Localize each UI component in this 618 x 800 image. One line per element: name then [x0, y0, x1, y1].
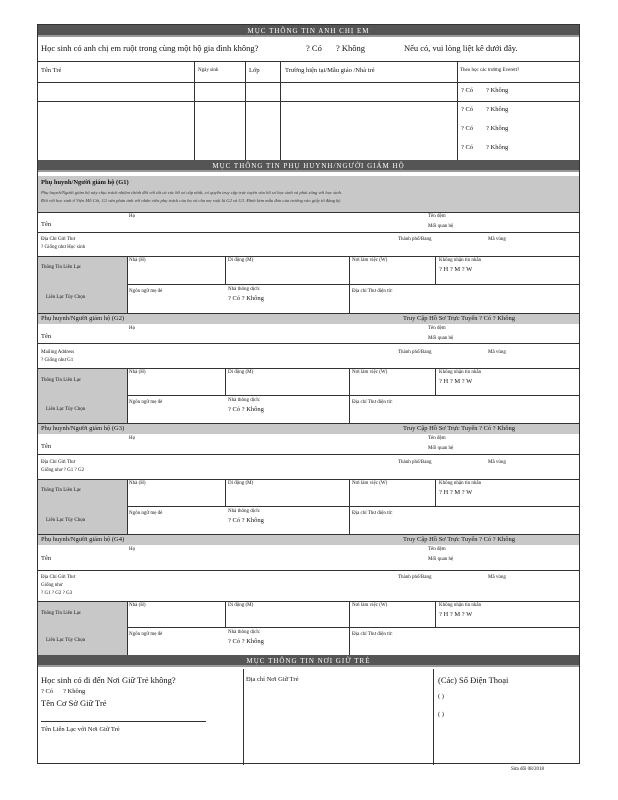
- g2-email-label: Địa chỉ Thư điện tử:: [352, 400, 393, 405]
- childcare-question: Học sinh có đi đến Nơi Giữ Trẻ không?: [41, 675, 176, 685]
- g3-relationship-label: Mối quan hệ: [428, 446, 454, 451]
- g4-work-label: Nơi làm việc (W): [352, 603, 388, 608]
- g4-online-access[interactable]: Truy Cập Hồ Sơ Trực Tuyến ? Có ? Không: [403, 536, 516, 543]
- g3-firstname-label: Tên: [41, 443, 52, 450]
- g2-lastname-label: Họ: [129, 326, 136, 331]
- g3-title: Phụ huynh/Người giám hộ (G3): [41, 425, 125, 432]
- g3-middlename-label: Tên đệm: [428, 436, 446, 441]
- g1-zip-label: Mã vùng: [488, 237, 506, 242]
- siblings-no-checkbox[interactable]: ? Không: [336, 43, 366, 53]
- g3-language-label: Ngôn ngữ mẹ đẻ: [129, 511, 163, 516]
- row1-no[interactable]: ? Không: [486, 87, 509, 94]
- childcare-facility-label: Tên Cơ Sở Giữ Trẻ: [41, 698, 107, 708]
- g1-interpreter-label: Nhà thông dịch:: [228, 287, 261, 292]
- col-grade: Lớp: [249, 67, 260, 74]
- row1-yes[interactable]: ? Có: [461, 87, 474, 94]
- g2-preferred-label: Không nhận tin nhắn: [439, 370, 482, 375]
- g4-middlename-label: Tên đệm: [428, 547, 446, 552]
- g1-language-label: Ngôn ngữ mẹ đẻ: [129, 289, 163, 294]
- siblings-section-header: MỤC THÔNG TIN ANH CHỊ EM: [38, 25, 579, 37]
- row4-no[interactable]: ? Không: [486, 144, 509, 151]
- g2-middlename-label: Tên đệm: [428, 326, 446, 331]
- g2-title: Phụ huynh/Người giám hộ (G2): [41, 315, 125, 322]
- g1-firstname-label: Tên: [41, 221, 52, 228]
- col-child-name: Tên Trẻ: [41, 67, 62, 74]
- col-everett: Theo học các trường Everett?: [460, 68, 520, 73]
- row3-no[interactable]: ? Không: [486, 125, 509, 132]
- childcare-contact-label: Tên Liên Lạc với Nơi Giữ Trẻ: [41, 726, 120, 733]
- g1-hmw-choice[interactable]: ? H ? M ? W: [439, 266, 473, 273]
- g4-contact-label: Thông Tin Liên Lạc: [41, 611, 82, 616]
- g2-contact-option: Liên Lạc Tùy Chọn: [46, 407, 86, 412]
- childcare-section-header: MỤC THÔNG TIN NƠI GIỮ TRẺ: [38, 655, 579, 667]
- childcare-phone-2[interactable]: ( ): [438, 711, 444, 718]
- g1-email-label: Địa chỉ Thư điện tử:: [352, 289, 393, 294]
- g4-firstname-label: Tên: [41, 555, 52, 562]
- g2-contact-label: Thông Tin Liên Lạc: [41, 378, 82, 383]
- g1-title: Phụ huynh/Người giám hộ (G1): [41, 179, 129, 186]
- g3-hmw-choice[interactable]: ? H ? M ? W: [439, 489, 473, 496]
- row2-no[interactable]: ? Không: [486, 106, 509, 113]
- g4-home-label: Nhà (H): [129, 603, 146, 608]
- g4-lastname-label: Họ: [129, 547, 136, 552]
- row2-yes[interactable]: ? Có: [461, 106, 474, 113]
- g1-interpreter-choice[interactable]: ? Có ? Không: [228, 295, 264, 302]
- g1-address-label: Địa Chỉ Gửi Thư: [41, 237, 76, 242]
- g3-interpreter-label: Nhà thông dịch:: [228, 509, 261, 514]
- g1-contact-option: Liên Lạc Tùy Chọn: [46, 295, 86, 300]
- g3-preferred-label: Không nhận tin nhắn: [439, 481, 482, 486]
- g2-hmw-choice[interactable]: ? H ? M ? W: [439, 378, 473, 385]
- g4-contact-option: Liên Lạc Tùy Chọn: [46, 638, 86, 643]
- g2-work-label: Nơi làm việc (W): [352, 370, 388, 375]
- col-birthdate: Ngày sinh: [198, 68, 219, 73]
- g4-preferred-label: Không nhận tin nhắn: [439, 603, 482, 608]
- registration-form: [37, 24, 580, 764]
- g1-contact-label: Thông Tin Liên Lạc: [41, 265, 82, 270]
- g2-interpreter-choice[interactable]: ? Có ? Không: [228, 406, 264, 413]
- row3-yes[interactable]: ? Có: [461, 125, 474, 132]
- g1-note-1: Phụ huynh/Người giám hộ này chịu trách nhiệm chính đối với tất cả các hồ sơ cấp nhất, có quyền truy cập trực tuyến vào hồ sơ học sinh và phải sống với học sinh.: [41, 190, 343, 195]
- g4-interpreter-label: Nhà thông dịch:: [228, 630, 261, 635]
- g2-same-as-g1[interactable]: ? Giống như G1: [41, 358, 74, 363]
- g3-work-label: Nơi làm việc (W): [352, 481, 388, 486]
- g3-contact-label: Thông Tin Liên Lạc: [41, 488, 82, 493]
- g2-online-access[interactable]: Truy Cập Hồ Sơ Trực Tuyến ? Có ? Không: [403, 315, 516, 322]
- siblings-yes-checkbox[interactable]: ? Có: [306, 43, 322, 53]
- g1-preferred-label: Không nhận tin nhắn: [439, 258, 482, 263]
- g3-same-as[interactable]: Giống như ? G1 ? G2: [41, 468, 85, 473]
- g2-home-label: Nhà (H): [129, 370, 146, 375]
- g4-title: Phụ huynh/Người giám hộ (G4): [41, 536, 125, 543]
- g1-mobile-label: Di động (M): [228, 258, 254, 263]
- g3-address-label: Địa Chỉ Gửi Thư: [41, 460, 76, 465]
- g2-mobile-label: Di động (M): [228, 370, 254, 375]
- row4-yes[interactable]: ? Có: [461, 144, 474, 151]
- g1-state-label: Thành phố/Bang: [398, 237, 432, 242]
- g4-mobile-label: Di động (M): [228, 603, 254, 608]
- g3-home-label: Nhà (H): [129, 481, 146, 486]
- childcare-address-label: Địa chỉ Nơi Giữ Trẻ: [246, 676, 299, 683]
- g4-state-label: Thành phố/Bang: [398, 575, 432, 580]
- siblings-note: Nếu có, vui lòng liệt kê dưới đây.: [404, 43, 518, 53]
- col-current-school: Trường hiện tại/Mẫu giáo /Nhà trẻ: [285, 67, 375, 74]
- g3-interpreter-choice[interactable]: ? Có ? Không: [228, 517, 264, 524]
- g4-hmw-choice[interactable]: ? H ? M ? W: [439, 611, 473, 618]
- g3-mobile-label: Di động (M): [228, 481, 254, 486]
- g2-address-label: Mailing Address: [41, 350, 75, 355]
- guardians-section-header: MỤC THÔNG TIN PHỤ HUYNH/NGƯỜI GIÁM HỘ: [38, 160, 579, 172]
- g2-interpreter-label: Nhà thông dịch:: [228, 398, 261, 403]
- g1-lastname-label: Họ: [129, 214, 136, 219]
- g4-language-label: Ngôn ngữ mẹ đẻ: [129, 632, 163, 637]
- g4-zip-label: Mã vùng: [488, 575, 506, 580]
- g2-firstname-label: Tên: [41, 333, 52, 340]
- childcare-phones-label: (Các) Số Điện Thoại: [438, 675, 509, 685]
- g4-same-as: Giống như: [41, 583, 63, 588]
- g1-middlename-label: Tên đệm: [428, 214, 446, 219]
- g2-zip-label: Mã vùng: [488, 350, 506, 355]
- g3-state-label: Thành phố/Bang: [398, 460, 432, 465]
- g1-work-label: Nơi làm việc (W): [352, 258, 388, 263]
- g1-same-as-student[interactable]: ? Giống như Học sinh: [41, 245, 86, 250]
- g4-relationship-label: Mối quan hệ: [428, 557, 454, 562]
- childcare-yes-checkbox[interactable]: ? Có: [41, 688, 54, 695]
- g4-address-label: Địa Chỉ Gửi Thư: [41, 575, 76, 580]
- g2-relationship-label: Mối quan hệ: [428, 336, 454, 341]
- g1-home-label: Nhà (H): [129, 258, 146, 263]
- g1-relationship-label: Mối quan hệ: [428, 224, 454, 229]
- g2-state-label: Thành phố/Bang: [398, 350, 432, 355]
- g1-note-2: Đối với học sinh ở Viện Mồ Côi, G1 nên phản ánh với nhân viên phụ trách của họ và cha mẹ ruột là G2 và G3. Đính kèm mẫu đơn của trường vào giấy tờ đăng ký.: [41, 198, 342, 203]
- g3-email-label: Địa chỉ Thư điện tử:: [352, 511, 393, 516]
- g3-contact-option: Liên Lạc Tùy Chọn: [46, 518, 86, 523]
- g4-email-label: Địa chỉ Thư điện tử:: [352, 632, 393, 637]
- g2-language-label: Ngôn ngữ mẹ đẻ: [129, 400, 163, 405]
- childcare-phone-1[interactable]: ( ): [438, 693, 444, 700]
- g3-lastname-label: Họ: [129, 436, 136, 441]
- siblings-question: Học sinh có anh chị em ruột trong cùng một hộ gia đình không?: [41, 43, 259, 53]
- g4-same-as-options[interactable]: ? G1 ? G2 ? G3: [41, 591, 73, 596]
- childcare-no-checkbox[interactable]: ? Không: [63, 688, 86, 695]
- g4-interpreter-choice[interactable]: ? Có ? Không: [228, 638, 264, 645]
- g3-online-access[interactable]: Truy Cập Hồ Sơ Trực Tuyến ? Có ? Không: [403, 425, 516, 432]
- g3-zip-label: Mã vùng: [488, 460, 506, 465]
- revision-footer: Sửa đổi 08/2018: [511, 767, 544, 772]
